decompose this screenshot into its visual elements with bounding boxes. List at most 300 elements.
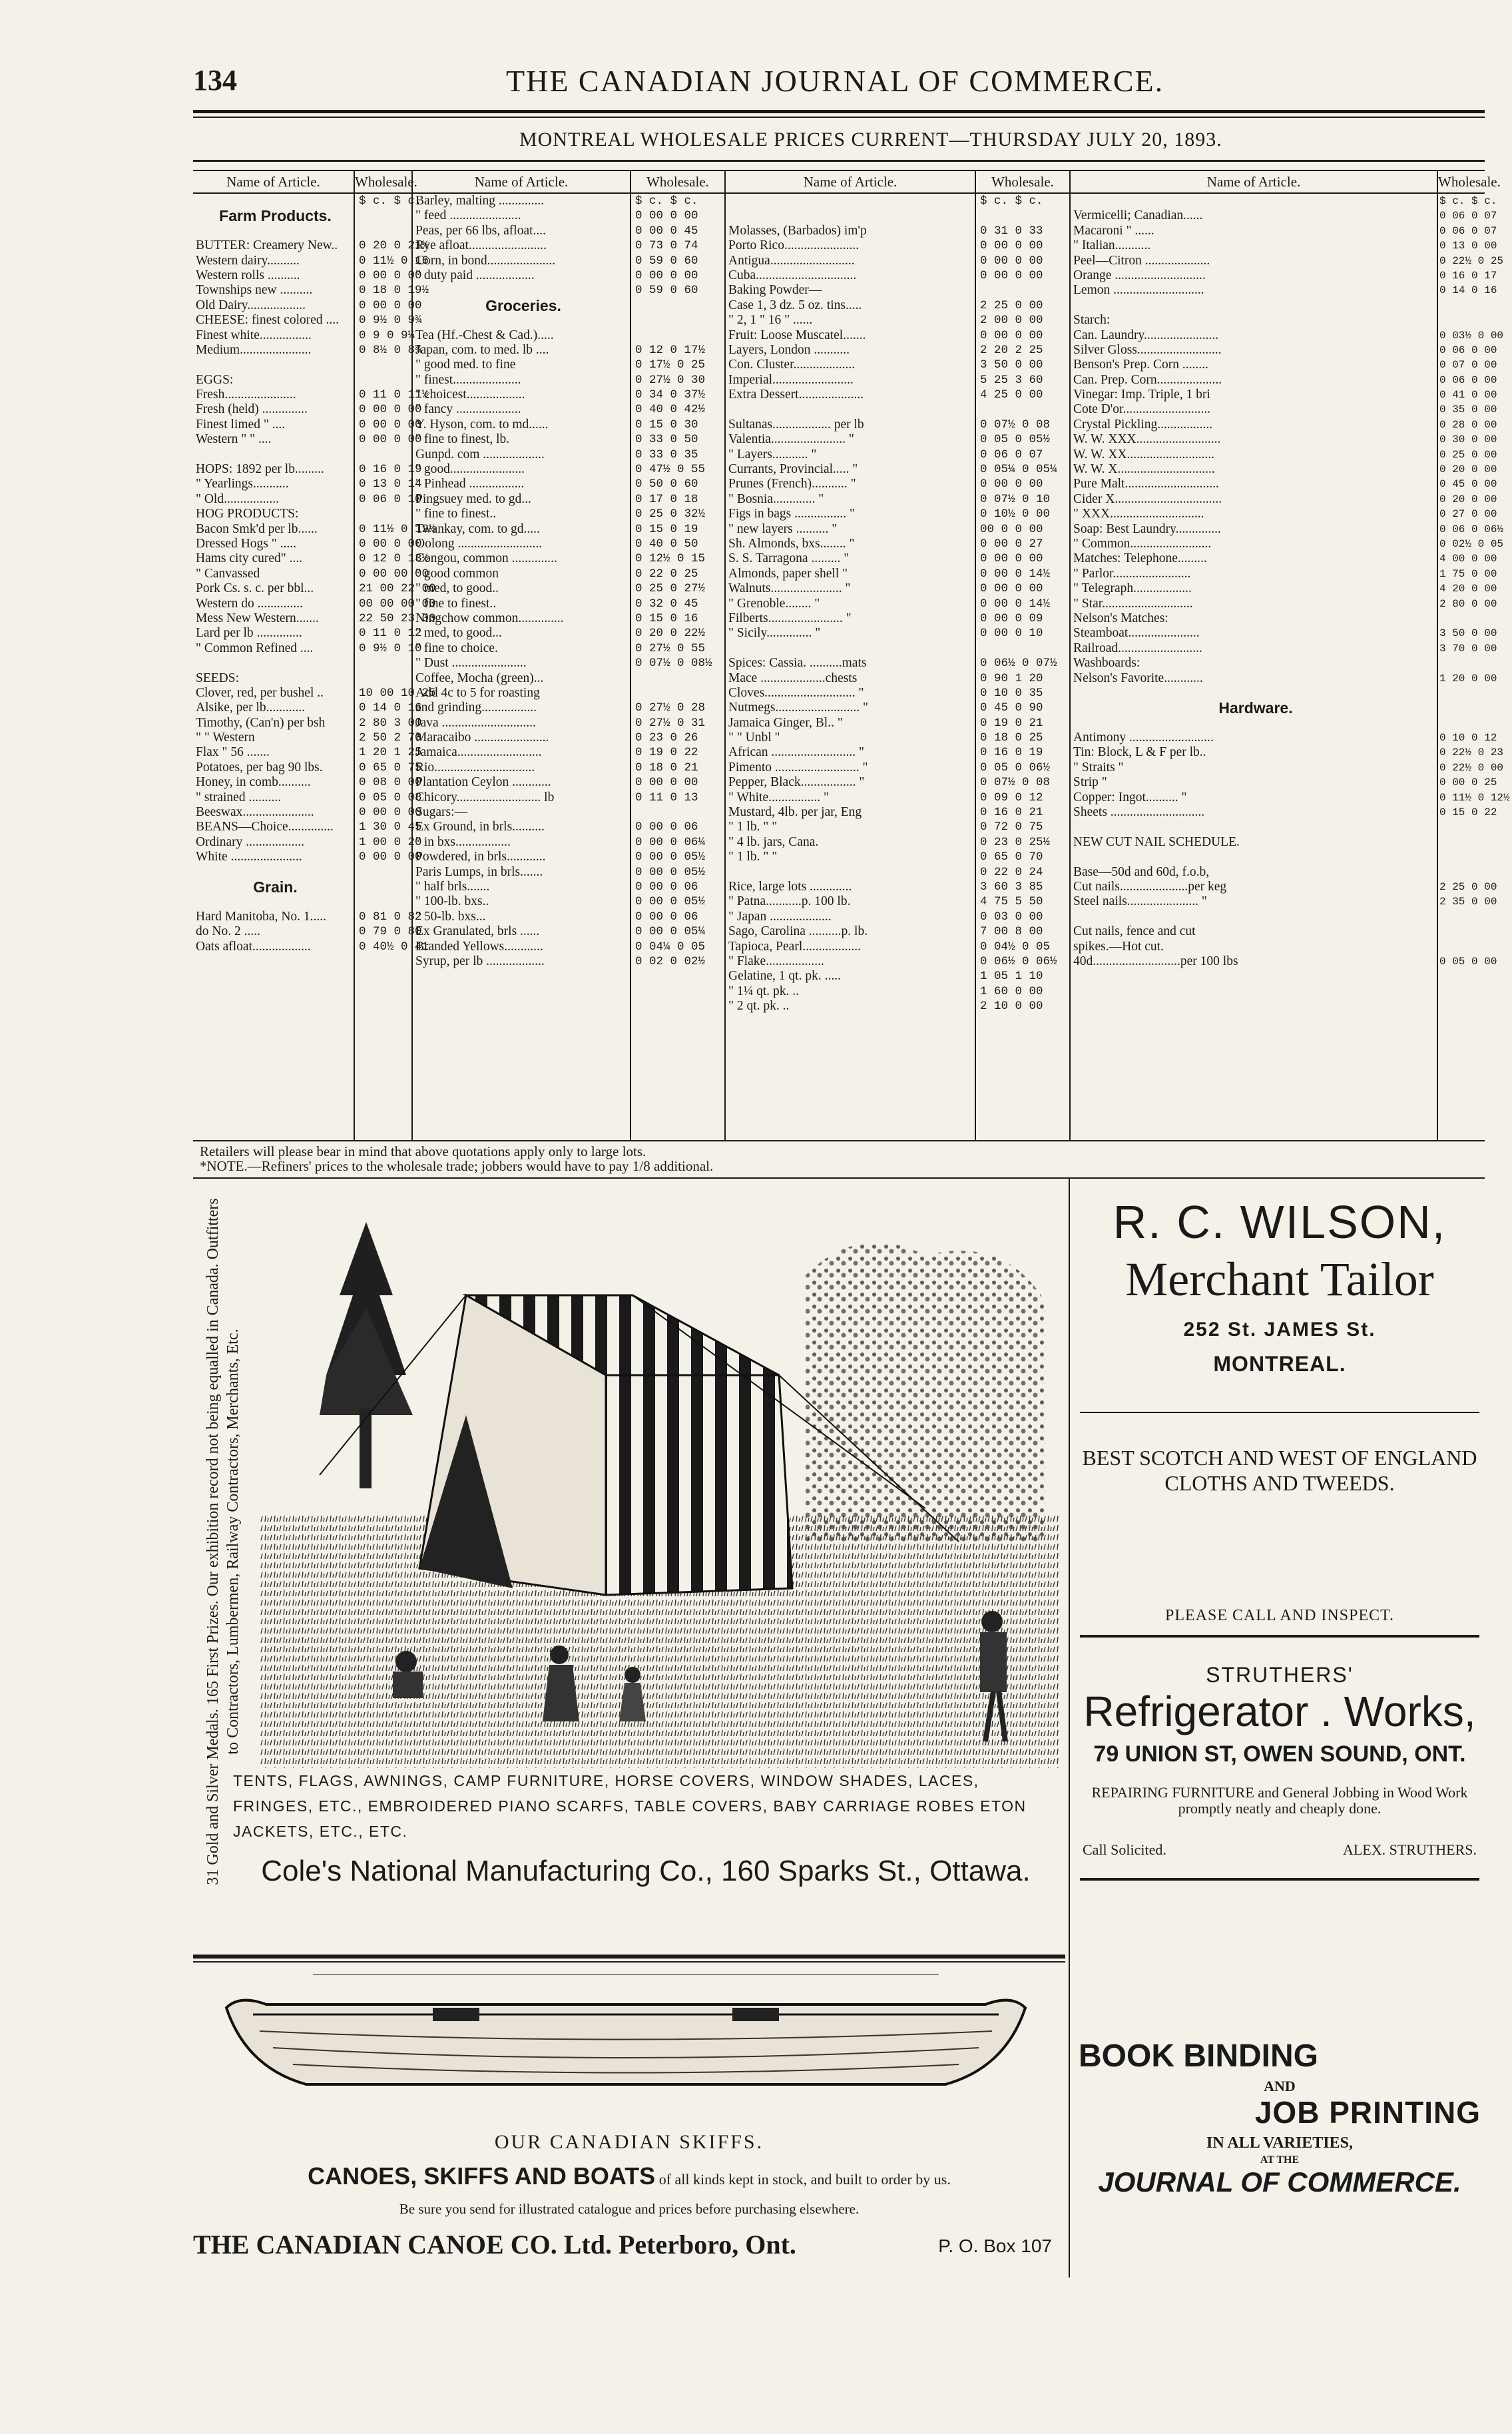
price-row	[193, 402, 422, 417]
page-header	[193, 63, 1478, 103]
wholesale-price: 2 10 0 00	[980, 1000, 1043, 1014]
wholesale-price	[1438, 835, 1485, 850]
price-row	[413, 731, 724, 745]
struthers-description: REPAIRING FURNITURE and General Jobbing in Wood Work promptly neatly and cheaply done.	[1091, 1784, 1468, 1817]
article-name: Filberts....................... "	[728, 611, 852, 625]
price-column-1	[193, 171, 436, 1140]
article-name: " choicest..................	[415, 388, 525, 402]
article-name: Timothy, (Can'n) per bsh	[196, 715, 326, 730]
article-name: Maracaibo .......................	[415, 731, 549, 745]
header-rule	[193, 110, 1485, 113]
article-name: African .......................... "	[728, 745, 865, 760]
wholesale-price: 0 10½ 0 00	[980, 507, 1051, 521]
article-name: Finest white................	[196, 328, 312, 342]
wholesale-price: 4 00 0 00	[1439, 553, 1497, 565]
wholesale-price: 2 00 0 00	[980, 314, 1043, 328]
price-row	[193, 880, 411, 894]
wholesale-price: 0 31 0 33	[980, 224, 1043, 238]
article-name: Imperial.........................	[728, 372, 854, 387]
article-name: W. W. XXX..........................	[1073, 432, 1221, 447]
article-name: Figs in bags ................ "	[728, 507, 855, 521]
wholesale-price	[1438, 686, 1485, 701]
price-row	[726, 626, 1069, 641]
wilson-rule	[1080, 1412, 1479, 1413]
article-name: Barley, malting ..............	[415, 194, 545, 208]
wholesale-price: $ c. $ c.	[635, 194, 698, 208]
canoe-company-name: THE CANADIAN CANOE CO. Ltd. Peterboro, Ont.	[193, 2230, 796, 2260]
article-name: Townships new ..........	[196, 283, 313, 298]
wholesale-price: 0 50 0 60	[635, 477, 698, 491]
wholesale-price	[631, 313, 724, 328]
price-row	[413, 686, 724, 701]
price-row	[1071, 835, 1485, 850]
article-name: Starch:	[1073, 313, 1111, 328]
price-row	[1071, 879, 1497, 894]
price-row	[726, 999, 1069, 1014]
article-name: Jamaica..........................	[415, 745, 542, 760]
wilson-city: MONTREAL.	[1213, 1352, 1346, 1376]
wholesale-price: 0 25 0 32½	[635, 507, 706, 521]
wholesale-price: 0 9½ 0 10	[359, 641, 422, 655]
page-number: 134	[193, 64, 237, 97]
price-row	[193, 477, 422, 491]
price-row	[726, 686, 1069, 701]
name-of-article-header: Name of Article.	[193, 171, 355, 192]
wholesale-price: 0 13 0 14	[359, 477, 422, 491]
article-name: EGGS:	[196, 372, 234, 387]
wholesale-price: 0 00 0 00	[635, 268, 698, 282]
price-row	[1071, 477, 1497, 491]
article-name: Prunes (French)........... "	[728, 477, 856, 491]
price-row	[1071, 656, 1485, 671]
article-name: Extra Dessert....................	[728, 388, 864, 402]
price-row	[1071, 641, 1497, 656]
price-row	[726, 254, 1069, 268]
article-name: Peas, per 66 lbs, afloat....	[415, 223, 547, 238]
price-column-header	[193, 171, 417, 194]
wholesale-price: 00 00 00 00	[359, 597, 436, 611]
wilson-street: 252 St. JAMES St.	[1183, 1319, 1376, 1341]
canoe-headline-detail: of all kinds kept in stock, and built to order by us.	[655, 2171, 951, 2188]
name-of-article-header: Name of Article.	[1071, 171, 1438, 192]
price-row	[1071, 894, 1497, 909]
price-row	[726, 567, 1069, 581]
price-row	[1071, 491, 1497, 507]
article-name: Rio...............................	[415, 760, 535, 774]
column-divider	[1069, 1179, 1070, 2278]
article-name: Bacon Smk'd per lb......	[196, 521, 318, 536]
wholesale-price	[1438, 940, 1485, 954]
price-row	[1071, 731, 1497, 745]
price-row	[193, 611, 436, 626]
article-name: Mess New Western.......	[196, 611, 319, 625]
price-row	[413, 418, 724, 432]
article-name: Clover, red, per bushel ..	[196, 685, 324, 700]
article-name: Lard per lb ..............	[196, 626, 302, 641]
wholesale-price	[1438, 656, 1485, 671]
price-row	[726, 551, 1069, 566]
article-name: " finest.....................	[415, 372, 521, 387]
article-name	[1071, 910, 1438, 924]
price-column-body	[726, 194, 1069, 1014]
article-name: Steel nails...................... "	[1073, 894, 1207, 909]
wholesale-price: 0 25 0 00	[1439, 448, 1497, 461]
wilson-bottom-rule	[1080, 1635, 1479, 1638]
price-row	[726, 969, 1069, 984]
article-name: " Sicily.............. "	[728, 626, 821, 641]
wholesale-price: 0 11 0 13	[635, 790, 698, 804]
wholesale-price: 0 28 0 00	[1439, 418, 1497, 431]
article-name	[726, 641, 976, 656]
price-row	[413, 567, 724, 581]
article-name: HOPS: 1892 per lb.........	[196, 462, 324, 477]
price-row	[726, 581, 1069, 596]
article-name: Can. Prep. Corn....................	[1073, 372, 1222, 387]
price-row	[193, 342, 422, 358]
price-row	[726, 418, 1069, 432]
right-column-ads	[1073, 1182, 1486, 2281]
wholesale-price: 0 00 0 00	[359, 268, 422, 282]
wholesale-price: 0 20 0 21½	[359, 239, 429, 253]
wholesale-price	[355, 894, 411, 909]
price-row	[413, 298, 724, 313]
wholesale-price: 0 07½ 0 08	[980, 418, 1051, 432]
article-name: Add 4c to 5 for roasting	[415, 685, 540, 700]
tent-advertisement	[193, 1182, 1065, 1968]
price-row	[193, 641, 422, 656]
wholesale-price: 0 06 0 10	[359, 492, 422, 506]
article-name: Sugars:—	[415, 805, 467, 820]
price-row	[726, 343, 1069, 358]
struthers-signature: ALEX. STRUTHERS.	[1342, 1841, 1477, 1858]
price-row	[193, 388, 429, 402]
price-divider	[1437, 171, 1438, 1140]
wholesale-price	[1438, 611, 1485, 626]
wholesale-price: 0 27½ 0 55	[635, 641, 706, 655]
price-row	[193, 253, 429, 268]
article-name: Tapioca, Pearl..................	[728, 939, 861, 954]
price-row	[413, 894, 724, 909]
wholesale-header: Wholesale.	[355, 174, 417, 190]
price-row	[1071, 596, 1497, 611]
wholesale-price: 0 00 0 45	[635, 224, 698, 238]
price-row	[726, 940, 1069, 954]
wholesale-header: Wholesale.	[646, 174, 709, 190]
journal-title: THE CANADIAN JOURNAL OF COMMERCE.	[506, 64, 1164, 98]
article-name: Tea (Hf.-Chest & Cad.).....	[415, 328, 554, 342]
article-name: " Common.........................	[1073, 536, 1212, 551]
price-row	[413, 462, 724, 477]
wholesale-price	[976, 208, 1069, 223]
price-row	[726, 701, 1069, 715]
wholesale-price: 0 00 0 00	[635, 776, 698, 790]
wholesale-price: 0 19 0 21	[980, 716, 1043, 730]
article-name: " 1¼ qt. pk. ..	[728, 984, 800, 998]
wholesale-price: 0 00 0 14½	[980, 597, 1051, 611]
price-row	[193, 462, 422, 477]
article-name: Hams city cured" ....	[196, 551, 303, 566]
price-row	[193, 373, 411, 388]
wholesale-price: 0 22 0 25	[635, 567, 698, 581]
price-row	[726, 954, 1069, 969]
struthers-bottom-rule	[1080, 1878, 1479, 1881]
wholesale-price	[1438, 850, 1485, 864]
article-name: " 1 lb. " "	[728, 850, 778, 864]
wholesale-price: 0 05¼ 0 05¼	[980, 463, 1057, 477]
wholesale-price: 4 75 5 50	[980, 895, 1043, 909]
wholesale-price: 0 81 0 82	[359, 910, 422, 924]
article-name: Sago, Carolina ..........p. lb.	[728, 924, 868, 939]
wholesale-price: 0 03 0 00	[980, 910, 1043, 924]
wholesale-price: 10 00 10 25	[359, 686, 436, 700]
article-name	[726, 865, 976, 880]
wholesale-price	[355, 865, 411, 880]
wholesale-price: 0 05 0 06½	[980, 761, 1051, 774]
price-row	[193, 491, 422, 507]
price-row	[413, 268, 724, 283]
wholesale-price: 0 14 0 16	[359, 701, 422, 715]
price-row	[193, 238, 429, 253]
wholesale-price: 2 25 0 00	[1439, 880, 1497, 893]
wholesale-price	[1438, 865, 1485, 880]
wholesale-price: 0 12 0 13½	[359, 552, 429, 566]
price-row	[1071, 865, 1485, 880]
article-name: " fine to finest..	[415, 596, 497, 611]
struthers-call: Call Solicited.	[1083, 1841, 1166, 1858]
wholesale-header: Wholesale.	[1438, 174, 1501, 190]
price-row	[726, 880, 1069, 894]
wholesale-price: 0 00 0 05¼	[635, 925, 706, 939]
article-name: " in bxs.................	[415, 834, 511, 849]
article-name: Y. Hyson, com. to md......	[415, 417, 549, 432]
canoe-advertisement	[193, 1968, 1065, 2260]
price-row	[193, 581, 436, 596]
price-row	[1071, 447, 1497, 462]
article-name: Molasses, (Barbados) im'p	[728, 223, 867, 238]
price-row	[726, 984, 1069, 999]
wholesale-price: 4 20 0 00	[1439, 583, 1497, 595]
article-name: " " Western	[196, 731, 255, 745]
price-row	[1071, 208, 1497, 223]
price-row	[726, 835, 1069, 850]
price-row	[193, 208, 411, 223]
article-name: " Telegraph..................	[1073, 581, 1192, 596]
article-name	[726, 402, 976, 417]
job-printing-title: JOB PRINTING	[1254, 2095, 1481, 2130]
price-row	[726, 313, 1069, 328]
price-row	[413, 432, 724, 447]
wholesale-price: 0 16 0 19	[359, 463, 422, 477]
price-row	[413, 835, 724, 850]
wholesale-price	[355, 358, 411, 372]
wholesale-price: 0 47½ 0 55	[635, 463, 706, 477]
wholesale-price: 0 06 0 07	[1439, 224, 1497, 237]
article-name: " fine to finest, lb.	[415, 432, 510, 447]
article-name: " Old.................	[196, 491, 279, 506]
price-divider	[354, 171, 355, 1140]
price-row	[193, 790, 422, 805]
price-row	[1071, 194, 1497, 208]
price-row	[413, 820, 724, 834]
article-name: do No. 2 .....	[196, 924, 260, 939]
article-name: " Parlor........................	[1073, 566, 1191, 581]
article-name	[193, 448, 355, 462]
wholesale-price: 0 02 0 02½	[635, 954, 706, 968]
article-name: Antigua..........................	[728, 253, 855, 268]
price-row	[413, 597, 724, 611]
price-row	[193, 432, 422, 447]
price-row	[413, 358, 724, 372]
wholesale-price	[631, 805, 724, 820]
article-name: Nelson's Favorite............	[1073, 671, 1203, 685]
article-name: Java .............................	[415, 715, 536, 730]
article-name: " Star............................	[1073, 596, 1193, 611]
struthers-address: 79 UNION ST, OWEN SOUND, ONT.	[1093, 1741, 1466, 1767]
price-row	[193, 358, 411, 372]
price-row	[726, 611, 1069, 626]
price-row	[193, 283, 429, 298]
wholesale-price: 0 05 0 05½	[980, 433, 1051, 447]
price-row	[413, 641, 724, 656]
wholesale-price: 0 07½ 0 10	[980, 492, 1051, 506]
price-column-header	[413, 171, 724, 194]
article-name: " 2 qt. pk. ..	[728, 999, 790, 1014]
article-name: Tin: Block, L & F per lb..	[1073, 745, 1206, 760]
price-row	[1071, 551, 1497, 566]
price-row	[726, 597, 1069, 611]
price-row	[193, 448, 411, 462]
wholesale-price: 0 15 0 30	[635, 418, 698, 432]
price-row	[413, 924, 724, 939]
wholesale-price: 21 00 22 00	[359, 582, 436, 596]
article-name: Vinegar: Imp. Triple, 1 bri	[1073, 388, 1210, 402]
price-row	[193, 566, 429, 581]
article-name	[726, 194, 976, 208]
article-name: Washboards:	[1073, 656, 1140, 671]
retailers-note: Retailers will please bear in mind that above quotations apply only to large lots.	[200, 1143, 646, 1159]
wholesale-price: 0 23 0 25½	[980, 835, 1051, 849]
wholesale-price	[631, 298, 724, 313]
wholesale-price: 0 00 0 00	[359, 298, 422, 312]
price-row	[193, 268, 422, 283]
article-name: Corn, in bond.....................	[415, 253, 556, 268]
price-row	[193, 760, 422, 775]
wholesale-price: 0 65 0 75	[359, 761, 422, 774]
price-row	[726, 283, 1069, 298]
article-name: Spices: Cassia. ..........mats	[728, 656, 867, 671]
name-of-article-header: Name of Article.	[413, 171, 631, 192]
wholesale-price	[355, 448, 411, 462]
wholesale-price	[976, 641, 1069, 656]
wholesale-price: 0 15 0 22	[1439, 806, 1497, 819]
price-row	[726, 522, 1069, 537]
wholesale-price: 0 23 0 26	[635, 731, 698, 745]
price-row	[193, 194, 422, 208]
wholesale-price: 2 20 2 25	[980, 343, 1043, 357]
wholesale-price: 0 00 0 10	[980, 627, 1043, 641]
article-name	[1071, 716, 1438, 731]
article-name: Hard Manitoba, No. 1.....	[196, 909, 327, 924]
wholesale-price	[355, 656, 411, 671]
article-name: Pork Cs. s. c. per bbl...	[196, 581, 314, 596]
wholesale-price: $ c. $ c.	[980, 194, 1043, 208]
wholesale-price: 0 16 0 19	[980, 746, 1043, 760]
wholesale-price: 22 50 23 00	[359, 611, 436, 625]
wholesale-price: 0 79 0 80	[359, 925, 422, 939]
price-row	[1071, 238, 1497, 253]
wholesale-price: 0 06 0 00	[1439, 374, 1497, 386]
article-name: Steamboat......................	[1073, 626, 1200, 641]
price-row	[726, 507, 1069, 521]
price-column-4	[1071, 171, 1510, 1140]
wholesale-price: 1 60 0 00	[980, 984, 1043, 998]
wholesale-price: 0 17 0 18	[635, 492, 698, 506]
price-row	[413, 448, 724, 462]
article-name	[193, 865, 355, 880]
wholesale-price: 0 15 0 16	[635, 611, 698, 625]
wholesale-price: 0 19 0 22	[635, 746, 698, 760]
wholesale-price: 3 70 0 00	[1439, 642, 1497, 655]
price-row	[1071, 790, 1510, 805]
article-name: Strip "	[1073, 775, 1107, 790]
price-row	[1071, 760, 1504, 775]
price-column-3	[726, 171, 1071, 1140]
wholesale-price: 0 00 0 05½	[635, 850, 706, 864]
price-row	[1071, 850, 1485, 864]
wholesale-price: 0 72 0 75	[980, 820, 1043, 834]
article-name: " 1 lb. " "	[728, 820, 778, 834]
wholesale-price: 0 17½ 0 25	[635, 358, 706, 372]
wholesale-price: 0 00 0 00	[980, 239, 1043, 253]
wholesale-price: 0 00 0 00	[359, 806, 422, 820]
wholesale-price: 0 06 0 00	[1439, 344, 1497, 356]
refiners-note: *NOTE.—Refiners' prices to the wholesale trade; jobbers would have to pay 1/8 additional.	[200, 1158, 714, 1174]
price-row	[413, 701, 724, 715]
wholesale-price: 0 22½ 0 00	[1439, 761, 1504, 774]
price-row	[726, 805, 1069, 820]
wholesale-price: 0 20 0 22½	[635, 627, 706, 641]
price-divider	[630, 171, 631, 1140]
wilson-trade: Merchant Tailor	[1125, 1253, 1434, 1306]
article-name: Soap: Best Laundry..............	[1073, 521, 1221, 536]
wholesale-price: 2 80 3 00	[359, 716, 422, 730]
section-heading: Farm Products.	[219, 207, 332, 225]
wholesale-price: 0 35 0 00	[1439, 404, 1497, 416]
price-row	[413, 671, 724, 686]
wholesale-price: 0 34 0 37½	[635, 388, 706, 402]
wholesale-price: 2 50 2 70	[359, 731, 422, 745]
price-row	[1071, 671, 1497, 686]
price-row	[726, 208, 1069, 223]
article-name: Cuba...............................	[728, 268, 857, 282]
wholesale-price: 7 00 8 00	[980, 925, 1043, 939]
price-row	[413, 208, 724, 223]
price-row	[1071, 581, 1497, 596]
price-row	[1071, 910, 1485, 924]
price-row	[193, 298, 422, 313]
article-name: " Grenoble........ "	[728, 596, 820, 611]
wholesale-price	[1438, 313, 1485, 328]
price-row	[1071, 745, 1504, 760]
title-rule	[193, 160, 1485, 162]
article-name: Base—50d and 60d, f.o.b,	[1073, 864, 1210, 879]
price-row	[726, 910, 1069, 924]
article-name: spikes.—Hot cut.	[1073, 939, 1164, 954]
wholesale-price: 0 25 0 27½	[635, 582, 706, 596]
book-at-the: AT THE	[1260, 2154, 1300, 2166]
article-name: Cider X.................................	[1073, 491, 1222, 506]
price-row	[1071, 611, 1485, 626]
